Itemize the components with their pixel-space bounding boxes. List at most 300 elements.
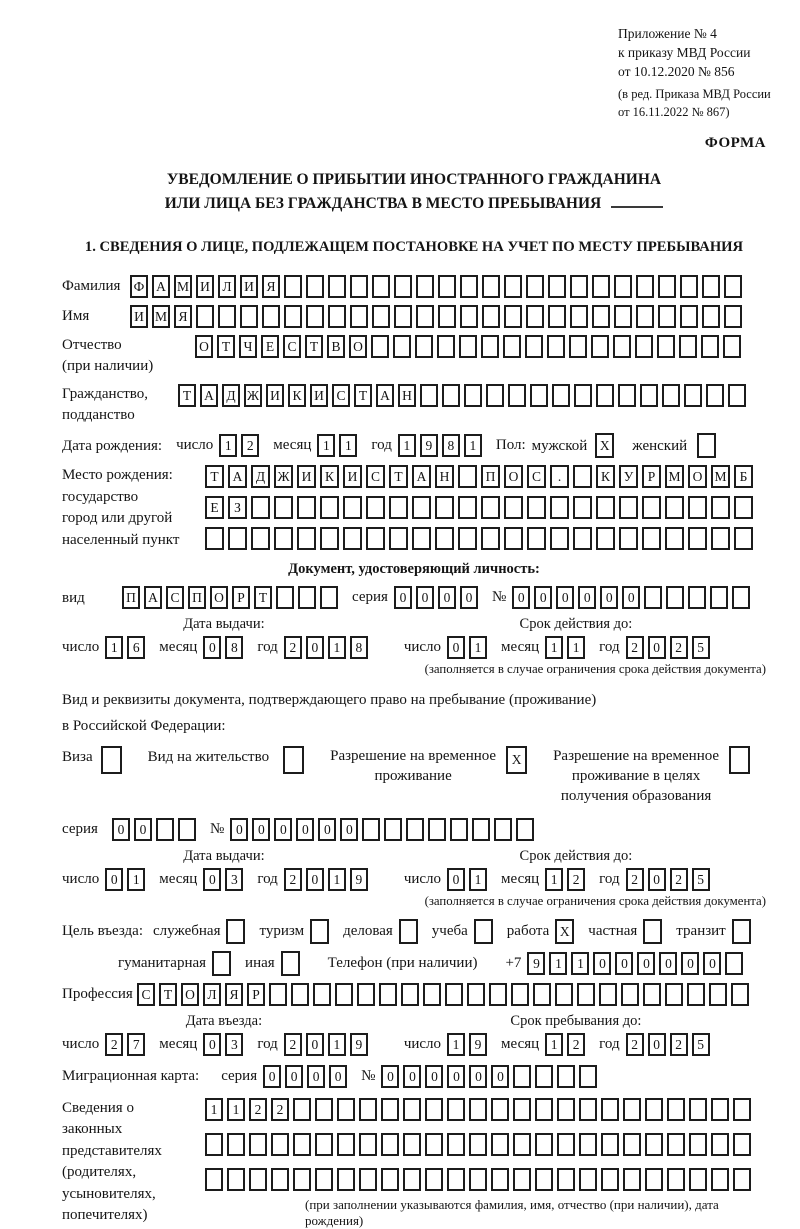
stay-month[interactable] [545, 1033, 589, 1056]
legal-reps-char-box[interactable] [535, 1098, 553, 1121]
birth-place-char-box[interactable] [573, 465, 592, 488]
permit-valid-year-box[interactable]: 5 [692, 868, 710, 891]
citizenship-char-box[interactable] [574, 384, 592, 407]
birth-place-char-box[interactable] [274, 527, 293, 550]
doc-type-char-box[interactable]: О [210, 586, 228, 609]
legal-reps-char-box[interactable] [403, 1098, 421, 1121]
birth-place-char-box[interactable] [573, 496, 592, 519]
birth-place-char-box[interactable] [228, 527, 247, 550]
name-char-box[interactable] [372, 305, 390, 328]
surname-char-box[interactable] [548, 275, 566, 298]
birth-place-char-box[interactable] [320, 527, 339, 550]
purpose-box[interactable] [281, 951, 300, 976]
legal-reps-char-box[interactable] [623, 1098, 641, 1121]
birth-place-char-box[interactable]: С [527, 465, 546, 488]
legal-reps-char-box[interactable] [425, 1133, 443, 1156]
birth-place-char-box[interactable]: С [366, 465, 385, 488]
name-char-box[interactable] [328, 305, 346, 328]
legal-reps-char-box[interactable] [513, 1168, 531, 1191]
doc-number-box[interactable] [644, 586, 662, 609]
legal-reps-char-box[interactable] [513, 1133, 531, 1156]
legal-reps-char-box[interactable] [337, 1133, 355, 1156]
doc-valid-day-box[interactable]: 0 [447, 636, 465, 659]
name-char-box[interactable]: М [152, 305, 170, 328]
doc-number-box[interactable]: 0 [578, 586, 596, 609]
citizenship-char-box[interactable]: Ж [244, 384, 262, 407]
birth-place-char-box[interactable] [642, 527, 661, 550]
permit-valid-day[interactable] [447, 868, 491, 891]
patronymic-char-box[interactable] [569, 335, 587, 358]
permit-number-box[interactable]: 0 [230, 818, 248, 841]
patronymic-char-box[interactable] [723, 335, 741, 358]
birth-place-char-box[interactable]: Ж [274, 465, 293, 488]
birth-place-char-box[interactable]: Т [389, 465, 408, 488]
permit-number-box[interactable]: 0 [296, 818, 314, 841]
permit-issue-day[interactable] [105, 868, 149, 891]
patronymic-char-box[interactable] [613, 335, 631, 358]
citizenship-char-box[interactable]: Н [398, 384, 416, 407]
legal-reps-char-box[interactable] [249, 1133, 267, 1156]
permit-number-boxes[interactable] [230, 818, 538, 841]
birth-day-box[interactable]: 1 [219, 434, 237, 457]
birth-day-box[interactable]: 2 [241, 434, 259, 457]
legal-reps-char-box[interactable] [601, 1168, 619, 1191]
legal-reps-char-box[interactable] [227, 1168, 245, 1191]
permit-issue-month[interactable] [203, 868, 247, 891]
doc-issue-year[interactable] [284, 636, 372, 659]
temp-residence-edu-box[interactable] [729, 746, 750, 774]
legal-reps-char-box[interactable] [667, 1098, 685, 1121]
legal-reps-char-box[interactable] [711, 1168, 729, 1191]
migration-number-box[interactable]: 0 [381, 1065, 399, 1088]
birth-place-char-box[interactable]: Р [642, 465, 661, 488]
permit-valid-year[interactable] [626, 868, 714, 891]
surname-char-box[interactable] [614, 275, 632, 298]
migration-series-box[interactable]: 0 [329, 1065, 347, 1088]
doc-issue-year-box[interactable]: 8 [350, 636, 368, 659]
legal-reps-char-box[interactable] [359, 1098, 377, 1121]
birth-place-char-box[interactable]: М [665, 465, 684, 488]
birth-place-char-box[interactable] [458, 496, 477, 519]
birth-place-char-box[interactable]: З [228, 496, 247, 519]
birth-year-box[interactable]: 1 [464, 434, 482, 457]
doc-valid-year-box[interactable]: 2 [626, 636, 644, 659]
legal-reps-char-box[interactable] [711, 1098, 729, 1121]
patronymic-char-box[interactable] [503, 335, 521, 358]
name-char-box[interactable] [306, 305, 324, 328]
permit-valid-month[interactable] [545, 868, 589, 891]
migration-number-box[interactable]: 0 [425, 1065, 443, 1088]
purpose-box[interactable] [732, 919, 751, 944]
permit-issue-month-box[interactable]: 0 [203, 868, 221, 891]
stay-day-box[interactable]: 1 [447, 1033, 465, 1056]
doc-number-box[interactable] [666, 586, 684, 609]
permit-issue-month-box[interactable]: 3 [225, 868, 243, 891]
surname-char-box[interactable] [570, 275, 588, 298]
phone-digit-box[interactable]: 0 [703, 952, 721, 975]
doc-type-char-box[interactable]: Р [232, 586, 250, 609]
citizenship-char-box[interactable] [486, 384, 504, 407]
legal-reps-char-box[interactable] [447, 1098, 465, 1121]
permit-issue-year-box[interactable]: 0 [306, 868, 324, 891]
patronymic-char-box[interactable] [481, 335, 499, 358]
legal-reps-char-box[interactable] [425, 1168, 443, 1191]
legal-reps-char-box[interactable] [601, 1098, 619, 1121]
legal-reps-char-box[interactable] [337, 1098, 355, 1121]
permit-number-box[interactable]: 0 [274, 818, 292, 841]
legal-reps-char-box[interactable] [667, 1133, 685, 1156]
legal-reps-char-box[interactable]: 2 [271, 1098, 289, 1121]
surname-char-box[interactable] [504, 275, 522, 298]
legal-reps-char-box[interactable] [469, 1098, 487, 1121]
name-char-box[interactable] [548, 305, 566, 328]
phone-digit-box[interactable]: 0 [615, 952, 633, 975]
phone-digit-box[interactable] [725, 952, 743, 975]
name-char-box[interactable]: И [130, 305, 148, 328]
legal-reps-char-box[interactable] [623, 1133, 641, 1156]
purpose-option-5-checkbox[interactable] [555, 919, 578, 944]
profession-char-box[interactable]: С [137, 983, 155, 1006]
entry-year-box[interactable]: 0 [306, 1033, 324, 1056]
surname-char-box[interactable] [394, 275, 412, 298]
permit-number-box[interactable] [450, 818, 468, 841]
citizenship-char-box[interactable]: Д [222, 384, 240, 407]
citizenship-char-box[interactable]: С [332, 384, 350, 407]
birth-place-char-box[interactable] [734, 496, 753, 519]
stay-year-box[interactable]: 2 [670, 1033, 688, 1056]
patronymic-char-box[interactable] [591, 335, 609, 358]
profession-char-box[interactable] [599, 983, 617, 1006]
doc-series-box[interactable]: 0 [438, 586, 456, 609]
patronymic-char-box[interactable]: О [195, 335, 213, 358]
profession-char-box[interactable]: Я [225, 983, 243, 1006]
birth-year-box[interactable]: 1 [398, 434, 416, 457]
patronymic-char-box[interactable] [701, 335, 719, 358]
legal-reps-char-box[interactable] [403, 1168, 421, 1191]
permit-valid-year-box[interactable]: 2 [626, 868, 644, 891]
doc-valid-day[interactable] [447, 636, 491, 659]
birth-place-char-box[interactable] [412, 527, 431, 550]
visa-box[interactable] [101, 746, 122, 774]
birth-place-char-box[interactable]: . [550, 465, 569, 488]
permit-number-box[interactable] [472, 818, 490, 841]
permit-number-box[interactable]: 0 [340, 818, 358, 841]
birth-place-char-box[interactable] [251, 527, 270, 550]
name-char-box[interactable] [394, 305, 412, 328]
doc-type-boxes[interactable] [122, 586, 342, 609]
doc-type-char-box[interactable]: П [122, 586, 140, 609]
surname-char-box[interactable]: М [174, 275, 192, 298]
doc-valid-month-box[interactable]: 1 [567, 636, 585, 659]
legal-reps-char-box[interactable] [315, 1098, 333, 1121]
birth-day-boxes[interactable] [219, 434, 263, 457]
patronymic-boxes[interactable] [195, 335, 745, 358]
temp-residence-box[interactable]: X [506, 746, 527, 774]
doc-number-box[interactable]: 0 [534, 586, 552, 609]
doc-valid-year-box[interactable]: 5 [692, 636, 710, 659]
name-char-box[interactable] [592, 305, 610, 328]
doc-issue-month-box[interactable]: 0 [203, 636, 221, 659]
birth-place-char-box[interactable]: К [320, 465, 339, 488]
birth-place-char-box[interactable] [320, 496, 339, 519]
entry-year-box[interactable]: 9 [350, 1033, 368, 1056]
patronymic-char-box[interactable] [459, 335, 477, 358]
citizenship-char-box[interactable] [552, 384, 570, 407]
stay-year-box[interactable]: 0 [648, 1033, 666, 1056]
legal-reps-row-1[interactable] [205, 1098, 755, 1121]
migration-series-box[interactable]: 0 [307, 1065, 325, 1088]
name-char-box[interactable] [482, 305, 500, 328]
profession-char-box[interactable] [687, 983, 705, 1006]
stay-month-box[interactable]: 1 [545, 1033, 563, 1056]
legal-reps-char-box[interactable] [513, 1098, 531, 1121]
citizenship-char-box[interactable]: Т [178, 384, 196, 407]
name-char-box[interactable] [570, 305, 588, 328]
permit-number-box[interactable]: 0 [252, 818, 270, 841]
citizenship-char-box[interactable] [662, 384, 680, 407]
birth-place-char-box[interactable] [343, 496, 362, 519]
citizenship-boxes[interactable] [178, 384, 750, 407]
migration-series-boxes[interactable] [263, 1065, 351, 1088]
birth-place-char-box[interactable]: М [711, 465, 730, 488]
legal-reps-char-box[interactable] [293, 1168, 311, 1191]
doc-type-char-box[interactable]: П [188, 586, 206, 609]
surname-char-box[interactable] [636, 275, 654, 298]
doc-issue-year-box[interactable]: 1 [328, 636, 346, 659]
legal-reps-char-box[interactable] [359, 1168, 377, 1191]
doc-number-box[interactable] [710, 586, 728, 609]
legal-reps-char-box[interactable] [557, 1133, 575, 1156]
profession-char-box[interactable]: О [181, 983, 199, 1006]
name-char-box[interactable] [658, 305, 676, 328]
permit-series-box[interactable] [156, 818, 174, 841]
birth-place-char-box[interactable] [504, 496, 523, 519]
doc-issue-day-box[interactable]: 1 [105, 636, 123, 659]
legal-reps-char-box[interactable] [535, 1133, 553, 1156]
name-char-box[interactable] [526, 305, 544, 328]
migration-number-box[interactable] [579, 1065, 597, 1088]
legal-reps-char-box[interactable] [579, 1133, 597, 1156]
citizenship-char-box[interactable]: К [288, 384, 306, 407]
stay-year-box[interactable]: 5 [692, 1033, 710, 1056]
migration-series-box[interactable]: 0 [285, 1065, 303, 1088]
entry-month-box[interactable]: 3 [225, 1033, 243, 1056]
profession-char-box[interactable] [269, 983, 287, 1006]
patronymic-char-box[interactable]: Ч [239, 335, 257, 358]
birth-place-row-3[interactable] [205, 527, 757, 550]
legal-reps-char-box[interactable] [249, 1168, 267, 1191]
purpose-option-6-checkbox[interactable] [643, 919, 666, 944]
patronymic-char-box[interactable]: Т [305, 335, 323, 358]
permit-series-box[interactable]: 0 [112, 818, 130, 841]
stay-day[interactable] [447, 1033, 491, 1056]
purpose-option-8-checkbox[interactable] [212, 951, 235, 976]
patronymic-char-box[interactable] [547, 335, 565, 358]
birth-place-char-box[interactable] [389, 496, 408, 519]
doc-type-char-box[interactable]: А [144, 586, 162, 609]
patronymic-char-box[interactable]: О [349, 335, 367, 358]
entry-day-box[interactable]: 7 [127, 1033, 145, 1056]
temp-residence-checkbox[interactable] [506, 746, 531, 774]
birth-place-char-box[interactable]: У [619, 465, 638, 488]
visa-checkbox[interactable] [101, 746, 126, 774]
permit-number-box[interactable] [494, 818, 512, 841]
citizenship-char-box[interactable]: А [200, 384, 218, 407]
surname-char-box[interactable] [592, 275, 610, 298]
birth-place-char-box[interactable]: А [228, 465, 247, 488]
name-char-box[interactable] [636, 305, 654, 328]
patronymic-char-box[interactable] [635, 335, 653, 358]
birth-place-char-box[interactable] [366, 496, 385, 519]
patronymic-char-box[interactable] [393, 335, 411, 358]
migration-number-box[interactable]: 0 [403, 1065, 421, 1088]
surname-char-box[interactable] [438, 275, 456, 298]
legal-reps-char-box[interactable] [711, 1133, 729, 1156]
name-char-box[interactable] [240, 305, 258, 328]
doc-type-char-box[interactable] [276, 586, 294, 609]
purpose-option-1-checkbox[interactable] [226, 919, 249, 944]
legal-reps-char-box[interactable] [271, 1133, 289, 1156]
permit-number-box[interactable]: 0 [318, 818, 336, 841]
birth-place-char-box[interactable] [205, 527, 224, 550]
birth-place-char-box[interactable]: И [343, 465, 362, 488]
doc-issue-day[interactable] [105, 636, 149, 659]
profession-char-box[interactable] [445, 983, 463, 1006]
surname-char-box[interactable] [416, 275, 434, 298]
birth-month-box[interactable]: 1 [317, 434, 335, 457]
name-char-box[interactable] [416, 305, 434, 328]
purpose-box[interactable] [474, 919, 493, 944]
legal-reps-char-box[interactable] [293, 1133, 311, 1156]
citizenship-char-box[interactable] [728, 384, 746, 407]
profession-char-box[interactable]: Р [247, 983, 265, 1006]
patronymic-char-box[interactable] [437, 335, 455, 358]
legal-reps-char-box[interactable] [205, 1168, 223, 1191]
doc-valid-day-box[interactable]: 1 [469, 636, 487, 659]
birth-place-char-box[interactable] [435, 527, 454, 550]
birth-place-char-box[interactable] [642, 496, 661, 519]
legal-reps-char-box[interactable] [645, 1168, 663, 1191]
migration-number-box[interactable] [557, 1065, 575, 1088]
birth-place-char-box[interactable] [734, 527, 753, 550]
surname-char-box[interactable]: Я [262, 275, 280, 298]
surname-char-box[interactable] [284, 275, 302, 298]
surname-char-box[interactable]: Л [218, 275, 236, 298]
doc-type-char-box[interactable] [298, 586, 316, 609]
doc-number-box[interactable] [688, 586, 706, 609]
doc-valid-year-box[interactable]: 2 [670, 636, 688, 659]
doc-issue-month-box[interactable]: 8 [225, 636, 243, 659]
profession-char-box[interactable]: Т [159, 983, 177, 1006]
profession-char-box[interactable] [555, 983, 573, 1006]
birth-place-char-box[interactable]: Н [435, 465, 454, 488]
migration-number-box[interactable]: 0 [491, 1065, 509, 1088]
migration-number-box[interactable] [535, 1065, 553, 1088]
legal-reps-char-box[interactable] [667, 1168, 685, 1191]
patronymic-char-box[interactable] [525, 335, 543, 358]
surname-char-box[interactable]: И [196, 275, 214, 298]
legal-reps-char-box[interactable] [733, 1098, 751, 1121]
surname-char-box[interactable]: А [152, 275, 170, 298]
birth-place-char-box[interactable] [550, 527, 569, 550]
legal-reps-char-box[interactable] [403, 1133, 421, 1156]
birth-place-char-box[interactable] [343, 527, 362, 550]
purpose-box[interactable] [226, 919, 245, 944]
citizenship-char-box[interactable] [706, 384, 724, 407]
permit-issue-year-box[interactable]: 1 [328, 868, 346, 891]
name-char-box[interactable] [702, 305, 720, 328]
profession-char-box[interactable] [533, 983, 551, 1006]
patronymic-char-box[interactable]: Е [261, 335, 279, 358]
legal-reps-char-box[interactable] [425, 1098, 443, 1121]
stay-day-box[interactable]: 9 [469, 1033, 487, 1056]
birth-year-box[interactable]: 9 [420, 434, 438, 457]
legal-reps-row-3[interactable] [205, 1168, 755, 1191]
permit-series-boxes[interactable] [112, 818, 200, 841]
birth-place-char-box[interactable]: Д [251, 465, 270, 488]
legal-reps-char-box[interactable] [557, 1098, 575, 1121]
doc-valid-month[interactable] [545, 636, 589, 659]
birth-place-char-box[interactable] [688, 496, 707, 519]
entry-month-box[interactable]: 0 [203, 1033, 221, 1056]
profession-boxes[interactable] [137, 983, 753, 1006]
stay-month-box[interactable]: 2 [567, 1033, 585, 1056]
doc-valid-year[interactable] [626, 636, 714, 659]
legal-reps-char-box[interactable] [293, 1098, 311, 1121]
surname-char-box[interactable] [680, 275, 698, 298]
birth-place-char-box[interactable]: И [297, 465, 316, 488]
birth-place-char-box[interactable] [711, 527, 730, 550]
surname-boxes[interactable] [130, 275, 746, 298]
legal-reps-char-box[interactable] [557, 1168, 575, 1191]
temp-residence-edu-checkbox[interactable] [729, 746, 754, 774]
patronymic-char-box[interactable]: В [327, 335, 345, 358]
patronymic-char-box[interactable]: Т [217, 335, 235, 358]
citizenship-char-box[interactable] [420, 384, 438, 407]
entry-year-box[interactable]: 2 [284, 1033, 302, 1056]
phone-digit-box[interactable]: 0 [659, 952, 677, 975]
name-char-box[interactable] [262, 305, 280, 328]
legal-reps-char-box[interactable] [381, 1133, 399, 1156]
residence-permit-box[interactable] [283, 746, 304, 774]
birth-place-char-box[interactable]: Т [205, 465, 224, 488]
birth-place-char-box[interactable] [458, 527, 477, 550]
permit-issue-year[interactable] [284, 868, 372, 891]
doc-issue-day-box[interactable]: 6 [127, 636, 145, 659]
name-char-box[interactable] [438, 305, 456, 328]
legal-reps-char-box[interactable] [205, 1133, 223, 1156]
permit-issue-year-box[interactable]: 9 [350, 868, 368, 891]
phone-digit-box[interactable]: 0 [593, 952, 611, 975]
purpose-option-9-checkbox[interactable] [281, 951, 304, 976]
doc-issue-month[interactable] [203, 636, 247, 659]
profession-char-box[interactable] [357, 983, 375, 1006]
birth-month-boxes[interactable] [317, 434, 361, 457]
patronymic-char-box[interactable] [415, 335, 433, 358]
profession-char-box[interactable] [643, 983, 661, 1006]
profession-char-box[interactable] [313, 983, 331, 1006]
migration-number-boxes[interactable] [381, 1065, 601, 1088]
legal-reps-char-box[interactable] [491, 1168, 509, 1191]
phone-boxes[interactable] [527, 952, 747, 975]
doc-type-char-box[interactable]: С [166, 586, 184, 609]
purpose-option-2-checkbox[interactable] [310, 919, 333, 944]
birth-place-char-box[interactable]: О [504, 465, 523, 488]
surname-char-box[interactable] [306, 275, 324, 298]
name-char-box[interactable] [350, 305, 368, 328]
sex-male-checkbox[interactable] [595, 433, 618, 458]
permit-number-box[interactable] [516, 818, 534, 841]
